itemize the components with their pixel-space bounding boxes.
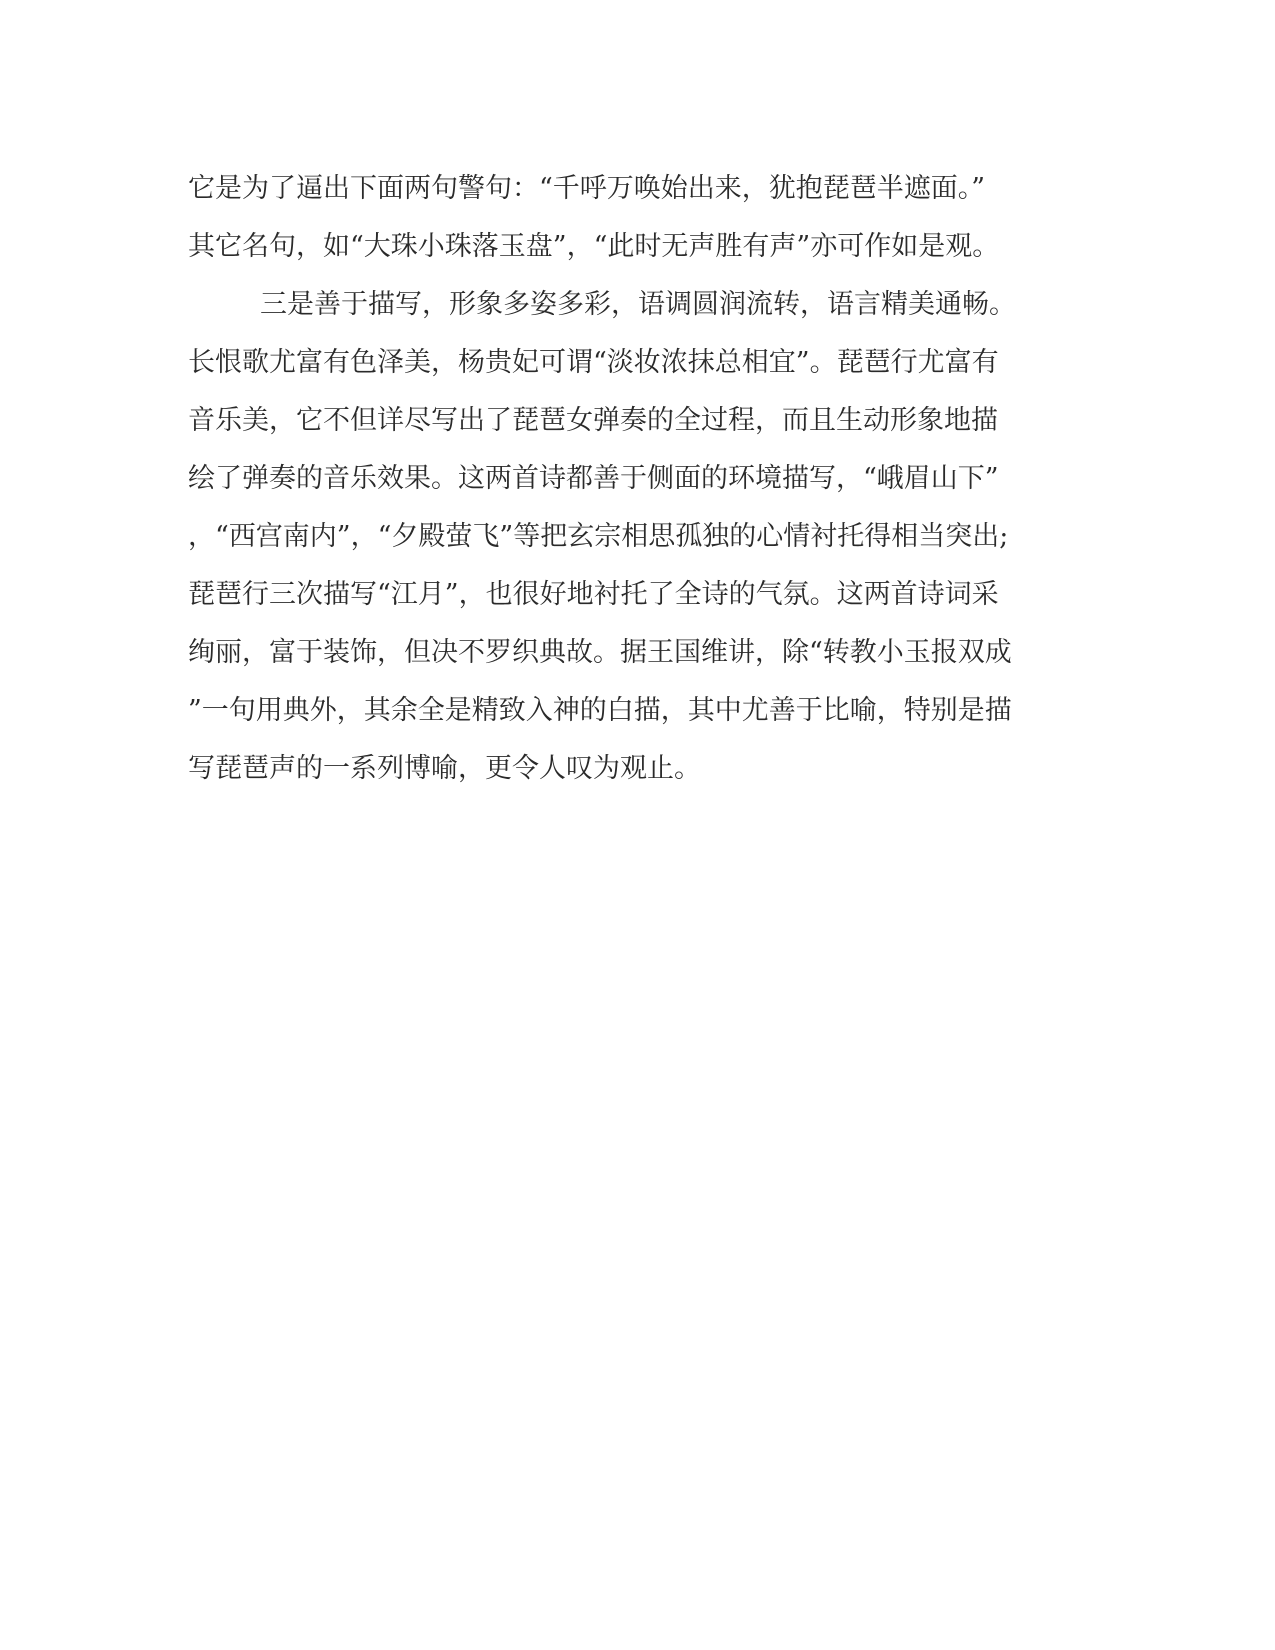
text-line: 长恨歌尤富有色泽美，杨贵妃可谓“淡妆浓抹总相宜”。琵琶行尤富有 xyxy=(188,347,999,378)
text-line: 写琵琶声的一系列博喻，更令人叹为观止。 xyxy=(188,753,701,784)
text-line: 绚丽，富于装饰，但决不罗织典故。据王国维讲，除“转教小玉报双成 xyxy=(188,637,1012,668)
text-line: 琵琶行三次描写“江月”，也很好地衬托了全诗的气氛。这两首诗词采 xyxy=(188,579,999,610)
text-line: ，“西宫南内”，“夕殿萤飞”等把玄宗相思孤独的心情衬托得相当突出; xyxy=(188,521,1009,552)
text-line: 绘了弹奏的音乐效果。这两首诗都善于侧面的环境描写，“峨眉山下” xyxy=(188,463,999,494)
text-line: ”一句用典外，其余全是精致入神的白描，其中尤善于比喻，特别是描 xyxy=(188,695,1012,726)
body-text xyxy=(188,160,1068,798)
text-line: 音乐美，它不但详尽写出了琵琶女弹奏的全过程，而且生动形象地描 xyxy=(188,405,998,436)
paragraph-start-line: 三是善于描写，形象多姿多彩，语调圆润流转，语言精美通畅。 xyxy=(260,289,1016,320)
text-line: 它是为了逼出下面两句警句：“千呼万唤始出来，犹抱琵琶半遮面。” xyxy=(188,173,986,204)
text-line: 其它名句，如“大珠小珠落玉盘”，“此时无声胜有声”亦可作如是观。 xyxy=(188,231,1000,262)
